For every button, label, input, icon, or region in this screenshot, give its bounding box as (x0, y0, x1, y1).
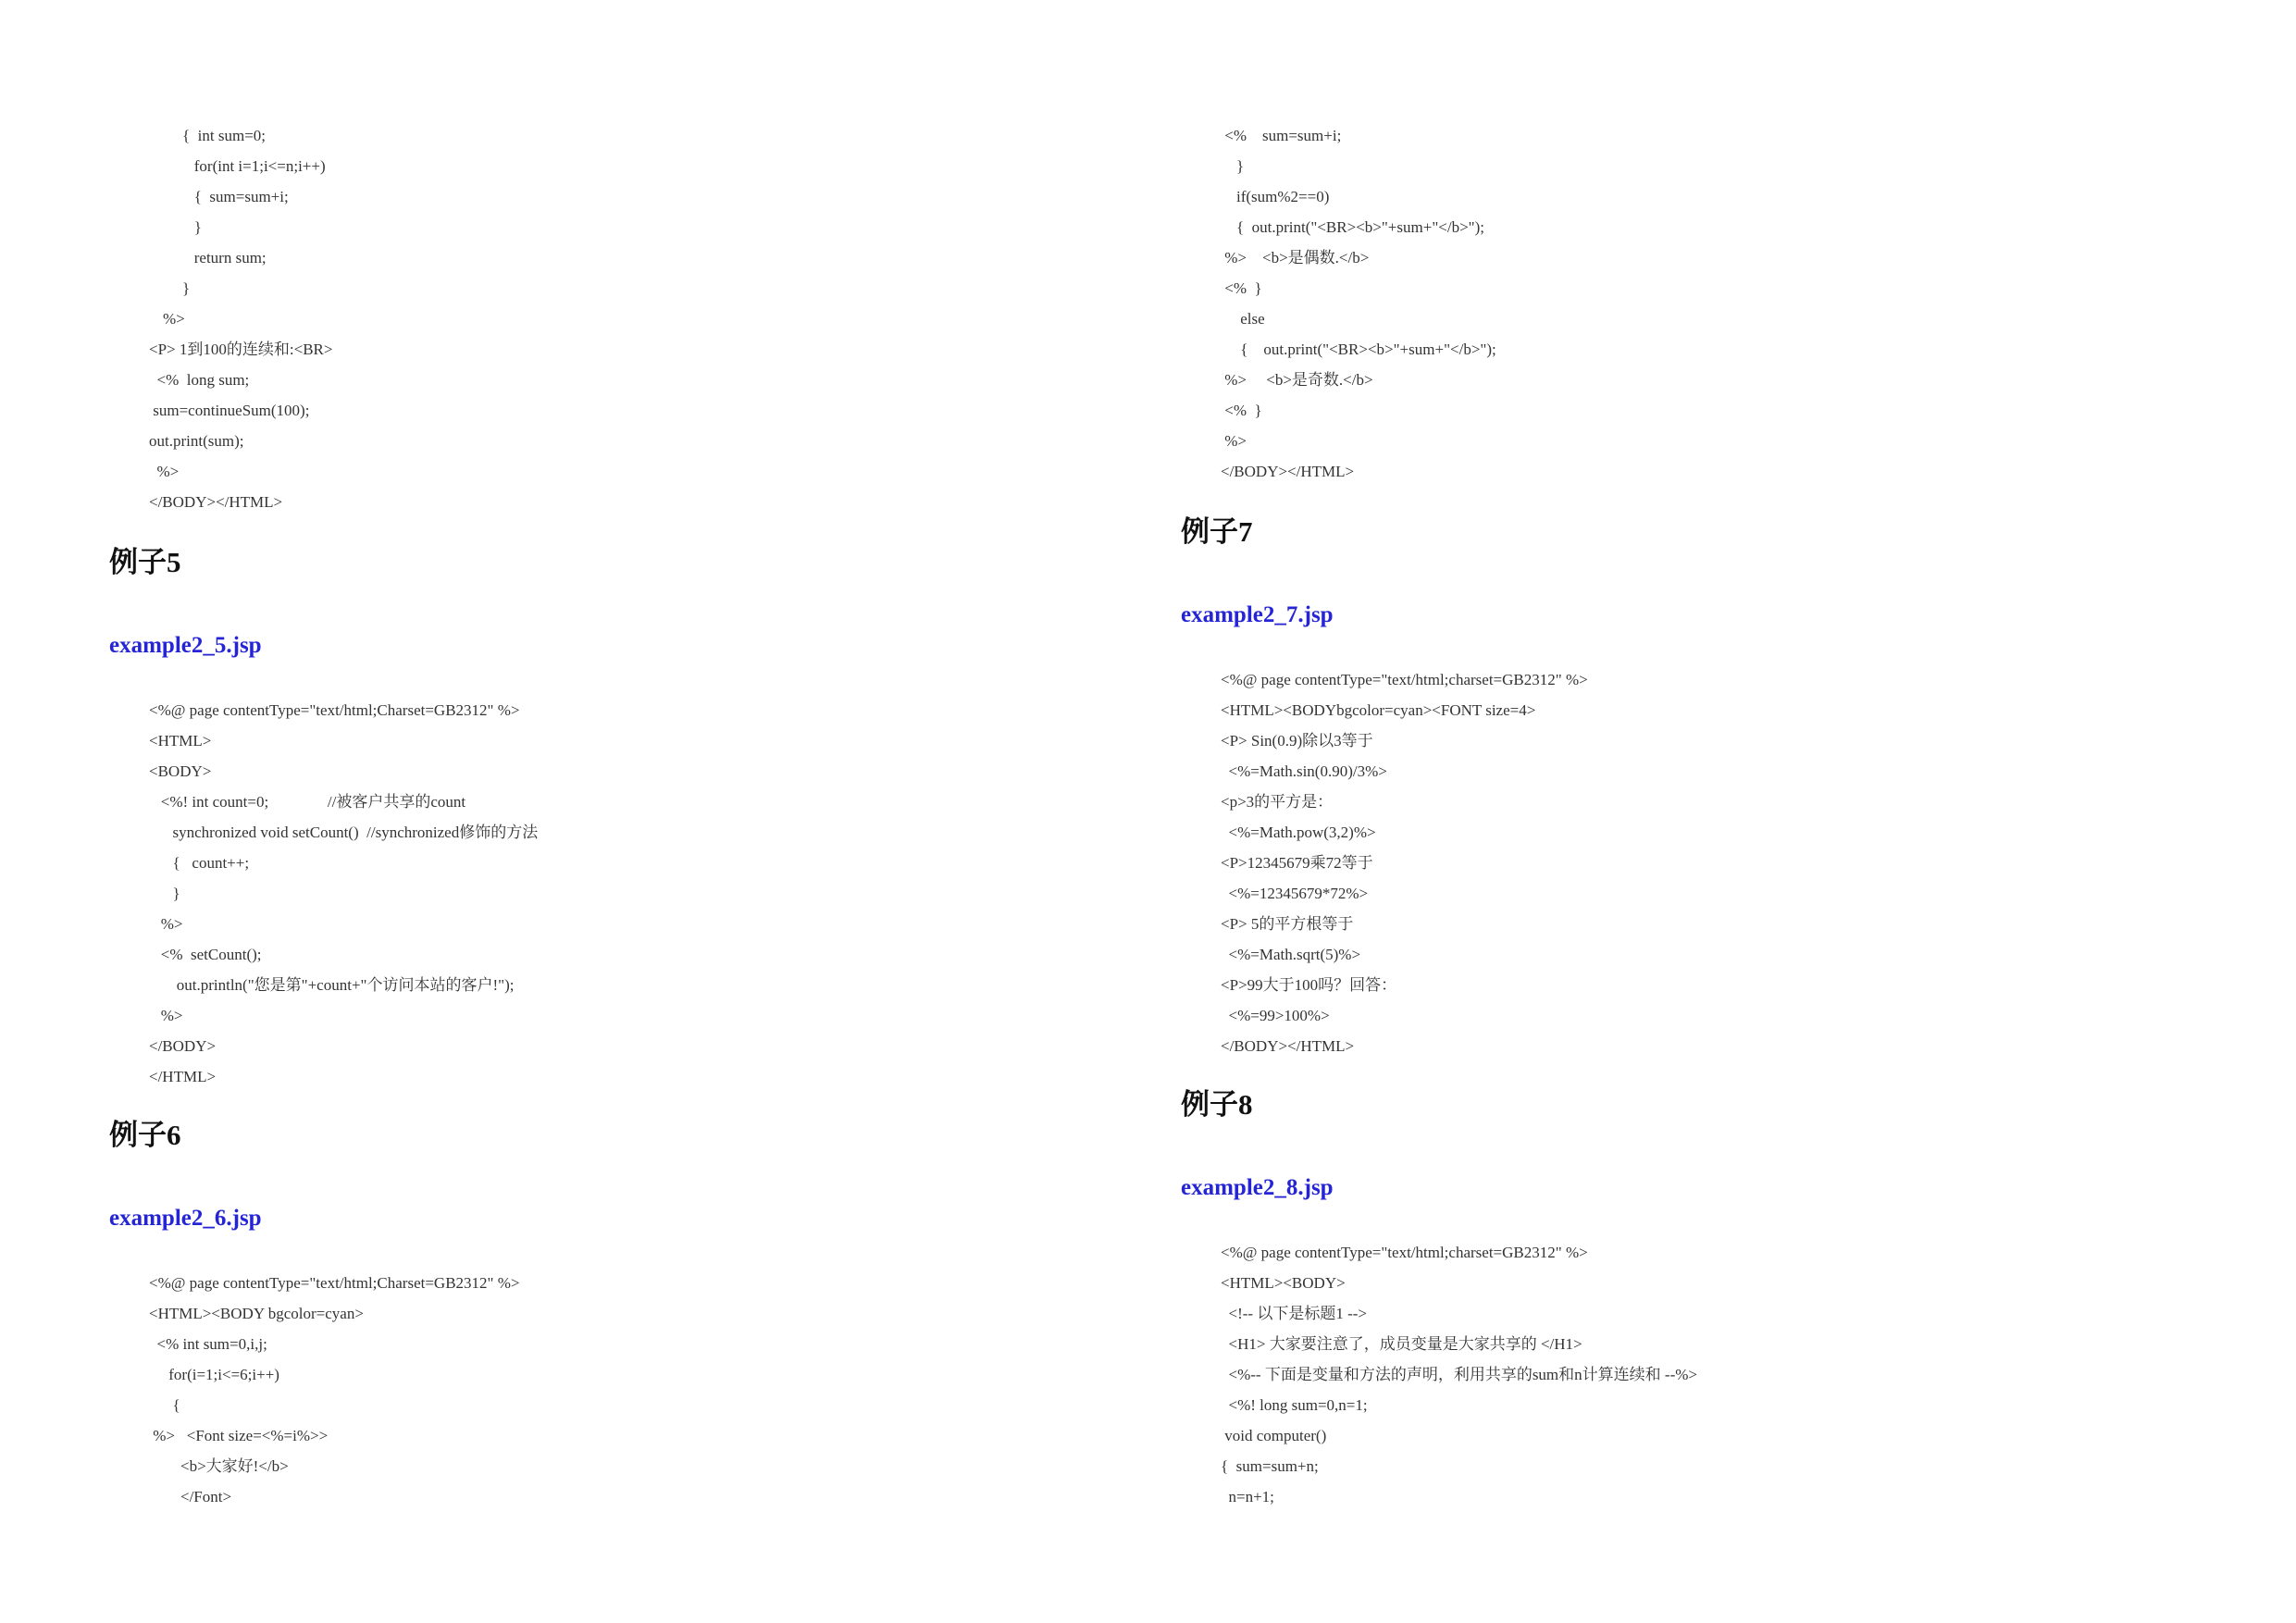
code-line: <% } (1221, 279, 1262, 297)
section-heading-example7: 例子7 (1181, 515, 1253, 548)
code-line: <%@ page contentType="text/html;Charset=GB2312" %> (149, 701, 520, 719)
code-line: <% sum=sum+i; (1221, 127, 1342, 144)
code-line: %> (163, 310, 185, 328)
code-line: <% long sum; (149, 371, 250, 389)
code-line: <%=Math.sqrt(5)%> (1221, 946, 1361, 963)
section-heading-example5: 例子5 (109, 546, 181, 578)
code-line: %> (149, 463, 180, 480)
code-line: %> <Font size=<%=i%>> (149, 1427, 329, 1444)
code-line: <% setCount(); (149, 946, 262, 963)
code-line: <p>3的平方是： (1221, 793, 1334, 811)
code-line: out.println("您是第"+count+"个访问本站的客户!"); (149, 976, 515, 994)
code-line: for(i=1;i<=6;i++) (149, 1366, 279, 1383)
code-line: </BODY></HTML> (1221, 463, 1355, 480)
section-heading-example6: 例子6 (109, 1119, 181, 1151)
code-line: { out.print("<BR><b>"+sum+"</b>"); (1221, 341, 1496, 358)
code-line: <%=Math.sin(0.90)/3%> (1221, 762, 1387, 780)
code-line: <BODY> (149, 762, 212, 780)
section-heading-example8: 例子8 (1181, 1088, 1253, 1121)
code-line: <P> Sin(0.9)除以3等于 (1221, 732, 1373, 750)
code-line: <%-- 下面是变量和方法的声明，利用共享的sum和n计算连续和 --%> (1221, 1366, 1697, 1383)
code-line: <HTML><BODY bgcolor=cyan> (149, 1305, 364, 1322)
code-line: </HTML> (149, 1068, 217, 1085)
code-line: %> <b>是偶数.</b> (1221, 249, 1370, 266)
code-line: <% int sum=0,i,j; (149, 1335, 267, 1353)
code-line: <HTML><BODY> (1221, 1274, 1346, 1292)
code-line: <P>12345679乘72等于 (1221, 854, 1373, 872)
filename-example2-7: example2_7.jsp (1181, 602, 1334, 627)
filename-example2-5: example2_5.jsp (109, 633, 262, 658)
code-line: <%@ page contentType="text/html;charset=GB2312" %> (1221, 1244, 1588, 1261)
code-line: <%! int count=0; //被客户共享的count (149, 793, 466, 811)
filename-example2-8: example2_8.jsp (1181, 1175, 1334, 1200)
code-line: <%@ page contentType="text/html;Charset=GB2312" %> (149, 1274, 520, 1292)
code-line: </Font> (149, 1488, 232, 1505)
code-line: { out.print("<BR><b>"+sum+"</b>"); (1221, 218, 1484, 236)
code-line: </BODY></HTML> (1221, 1037, 1355, 1055)
code-line: <P>99大于100吗？回答： (1221, 976, 1397, 994)
code-line: if(sum%2==0) (1221, 188, 1330, 205)
code-line: { int sum=0; (182, 127, 267, 144)
code-line: %> (149, 1007, 183, 1024)
code-line: <%=12345679*72%> (1221, 885, 1369, 902)
code-line: } (182, 279, 191, 297)
code-line: <b>大家好!</b> (149, 1457, 289, 1475)
code-line: </BODY></HTML> (149, 493, 283, 511)
code-line: out.print(sum); (149, 432, 244, 450)
code-line: <HTML><BODYbgcolor=cyan><FONT size=4> (1221, 701, 1536, 719)
code-line: %> <b>是奇数.</b> (1221, 371, 1373, 389)
code-line: { (149, 1396, 180, 1414)
code-line: <%@ page contentType="text/html;charset=GB2312" %> (1221, 671, 1588, 688)
code-line: %> (149, 915, 183, 933)
code-line: } (149, 885, 180, 902)
code-line: { sum=sum+i; (182, 188, 289, 205)
code-line: <% } (1221, 402, 1262, 419)
code-line: <P> 5的平方根等于 (1221, 915, 1354, 933)
code-line: } (1221, 157, 1245, 175)
code-line: synchronized void setCount() //synchronized修饰的方法 (149, 824, 539, 841)
code-line: return sum; (182, 249, 267, 266)
code-line: else (1221, 310, 1265, 328)
code-line: n=n+1; (1221, 1488, 1274, 1505)
code-line: %> (1221, 432, 1247, 450)
code-line: <!-- 以下是标题1 --> (1221, 1305, 1367, 1322)
code-line: <H1> 大家要注意了，成员变量是大家共享的 </H1> (1221, 1335, 1582, 1353)
code-line: { count++; (149, 854, 250, 872)
code-line: } (182, 218, 202, 236)
code-line: <%! long sum=0,n=1; (1221, 1396, 1368, 1414)
code-line: sum=continueSum(100); (149, 402, 310, 419)
code-line: <%=99>100%> (1221, 1007, 1330, 1024)
filename-example2-6: example2_6.jsp (109, 1206, 262, 1231)
code-line: { sum=sum+n; (1221, 1457, 1319, 1475)
code-line: <%=Math.pow(3,2)%> (1221, 824, 1376, 841)
code-line: <P> 1到100的连续和:<BR> (149, 341, 333, 358)
code-line: void computer() (1221, 1427, 1327, 1444)
code-line: </BODY> (149, 1037, 217, 1055)
code-line: for(int i=1;i<=n;i++) (182, 157, 326, 175)
code-line: <HTML> (149, 732, 212, 750)
